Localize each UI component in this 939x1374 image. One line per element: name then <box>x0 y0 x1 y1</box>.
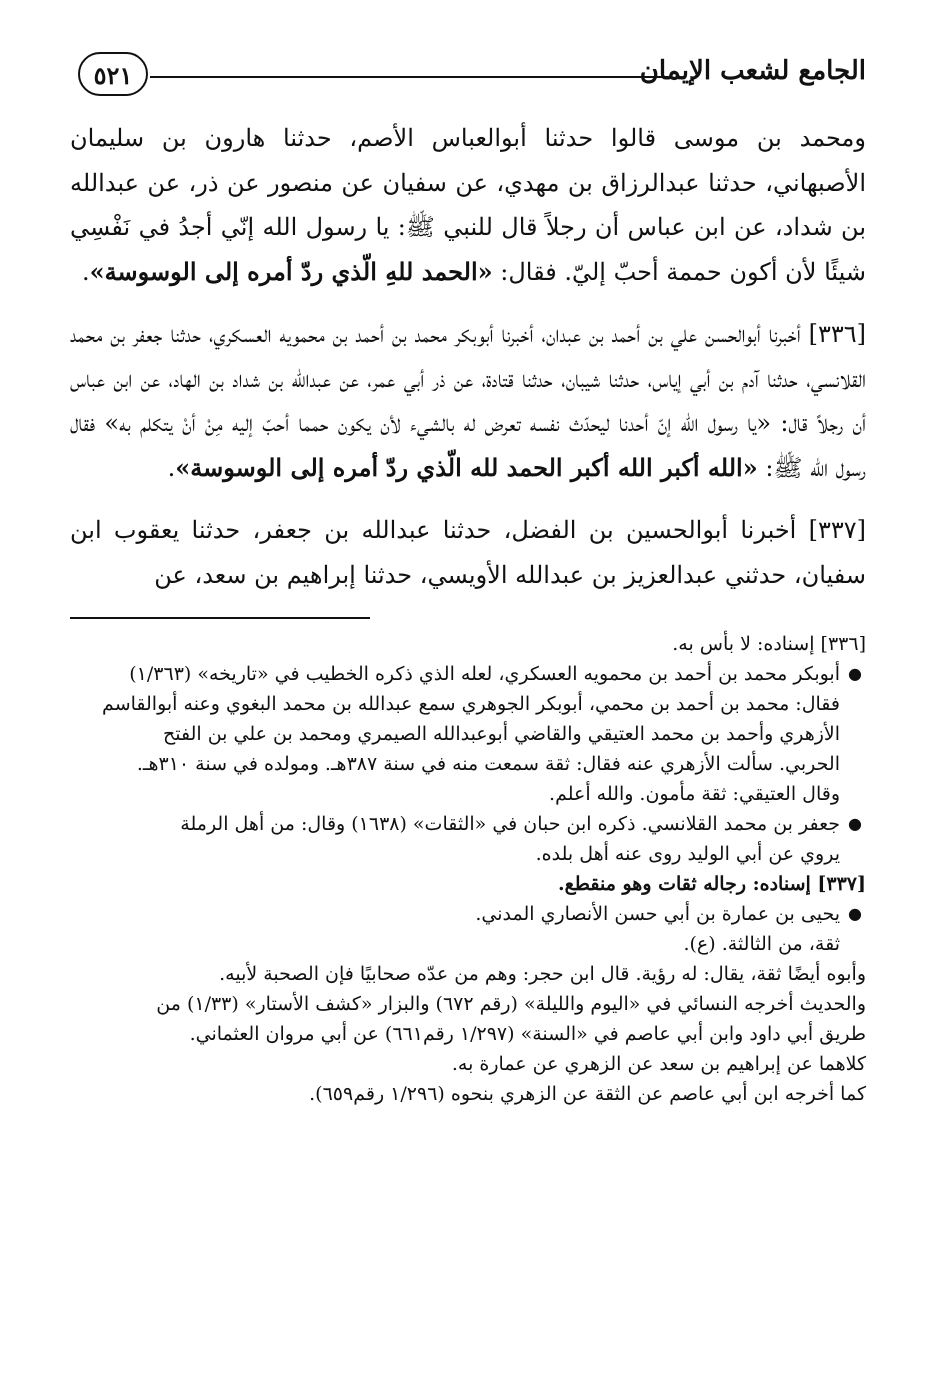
footnote-line: جعفر بن محمد القلانسي. ذكره ابن حبان في «الثقات» (١٦٣٨) وقال: من أهل الرملة <box>180 813 840 835</box>
text-line: رجلاً قال: «يا رسول الله إنّ أحدنا ليحدّث نفسه تعرض له بالشيء لأن يكون حمما <box>298 409 844 437</box>
page-header <box>70 40 866 102</box>
text-line: شيبان، حدثنا قتادة، عن ذر أبي عمر، عن عبدالله بن شداد بن الهاد، عن ابن عباس أن <box>70 364 866 437</box>
footnote-337-narrator-1 <box>70 899 866 929</box>
footnote-line: وأبوه أيضًا ثقة، يقال: له رؤية. قال ابن حجر: وهم من عدّه صحابيًا فإن الصحبة لأبيه. <box>219 963 866 985</box>
footnote-line: أبوبكر محمد بن أحمد بن محمويه العسكري، لعله الذي ذكره الخطيب في «تاريخه» (١/٣٦٣) <box>129 663 840 685</box>
text-line: حدثنا عبدالرزاق بن مهدي، عن سفيان عن منصور عن ذر، عن عبدالله بن شداد، <box>70 168 866 241</box>
paragraph-hadith-336 <box>70 312 866 490</box>
text-line: أحبّ إليه مِنْ أنْ يتكلم به» فقال رسول الله ﷺ: <box>70 409 866 482</box>
punctuation: . <box>167 453 176 482</box>
header-rule <box>150 76 668 78</box>
text-line: محمويه العسكري، حدثنا جعفر بن محمد القلانسي، حدثنا آدم بن أبي إياس، حدثنا <box>70 320 866 393</box>
footnote-line: طريق أبي داود وابن أبي عاصم في «السنة» (١/٢٩٧ رقم٦٦١) عن أبي مروان العثماني. <box>189 1023 866 1045</box>
text-line: عن ابن عباس أن رجلاً قال للنبي ﷺ: يا رسول الله إنّي أجدُ في نَفْسِي شيئًا لأن أكون <box>70 213 866 286</box>
bullet-icon: ● <box>848 904 862 923</box>
footnote-line: يحيى بن عمارة بن أبي حسن الأنصاري المدني. <box>475 903 840 925</box>
footnote-line: كما أخرجه ابن أبي عاصم عن الثقة عن الزهري بنحوه (١/٢٩٦ رقم٦٥٩). <box>309 1083 866 1105</box>
text-line: حممة أحبّ إليّ. فقال: <box>492 257 722 286</box>
footnote-336-narrator-2 <box>70 809 866 869</box>
footnote-336-heading: [٣٣٦] إسناده: لا بأس به. <box>672 633 866 655</box>
hadith-quote: «الحمد للهِ الّذي ردّ أمره إلى الوسوسة» <box>89 256 493 286</box>
footnote-337-heading: [٣٣٧] إسناده: رجاله ثقات وهو منقطع. <box>558 873 866 895</box>
text-line: [٣٣٧] أخبرنا أبوالحسين بن الفضل، حدثنا عبدالله بن جعفر، حدثنا يعقوب <box>113 516 866 544</box>
paragraph-hadith-337 <box>70 508 866 597</box>
footnote-336-note: وقال العتيقي: ثقة مأمون. والله أعلم. <box>549 783 840 805</box>
main-text <box>70 116 866 597</box>
hadith-quote: «الله أكبر الله أكبر الحمد لله الّذي ردّ <box>385 452 758 482</box>
punctuation: . <box>81 257 90 286</box>
running-title: الجامع لشعب الإيمان <box>639 56 866 86</box>
footnote-separator <box>70 617 370 619</box>
book-page <box>70 40 866 1109</box>
footnote-336-narrator-1 <box>70 659 866 779</box>
footnote-line: يروي عن أبي الوليد روى عنه أهل بلده. <box>535 843 840 865</box>
footnote-337-grade: ثقة، من الثالثة. (ع). <box>683 933 840 955</box>
bullet-icon: ● <box>848 814 862 833</box>
footnote-line: الأزهري وأحمد بن محمد العتيقي والقاضي أبوعبدالله الصيمري ومحمد بن علي بن الفتح <box>162 723 840 745</box>
footnote-line: كلاهما عن إبراهيم بن سعد عن الزهري عن عمارة به. <box>451 1053 866 1075</box>
hadith-quote-cont: أمره إلى الوسوسة» <box>175 452 379 482</box>
text-line: [٣٣٦] أخبرنا أبوالحسن علي بن أحمد بن عبدان، أخبرنا أبوبكر محمد بن أحمد بن <box>332 320 867 348</box>
footnote-line: الحربي. سألت الأزهري عنه فقال: ثقة سمعت منه في سنة ٣٨٧هـ. ومولده في سنة ٣١٠هـ. <box>136 753 840 775</box>
footnote-line: فقال: محمد بن أحمد بن محمي، أبوبكر الجوهري سمع عبدالله بن محمد البغوي وعنه أبوالقاسم <box>102 693 840 715</box>
bullet-icon: ● <box>848 664 862 683</box>
text-line: ابن سفيان، حدثني عبدالعزيز بن عبدالله الأويسي، حدثنا إبراهيم بن سعد، عن <box>70 516 866 589</box>
paragraph-hadith-335-end <box>70 116 866 294</box>
page-number: ٥٢١ <box>78 52 148 96</box>
footnotes <box>70 629 866 1109</box>
footnote-line: والحديث أخرجه النسائي في «اليوم والليلة» (رقم ٦٧٢) والبزار «كشف الأستار» (١/٣٣) من <box>156 993 866 1015</box>
text-line: ومحمد بن موسى قالوا حدثنا أبوالعباس الأصم، حدثنا هارون بن سليمان الأصبهاني، <box>70 124 866 197</box>
